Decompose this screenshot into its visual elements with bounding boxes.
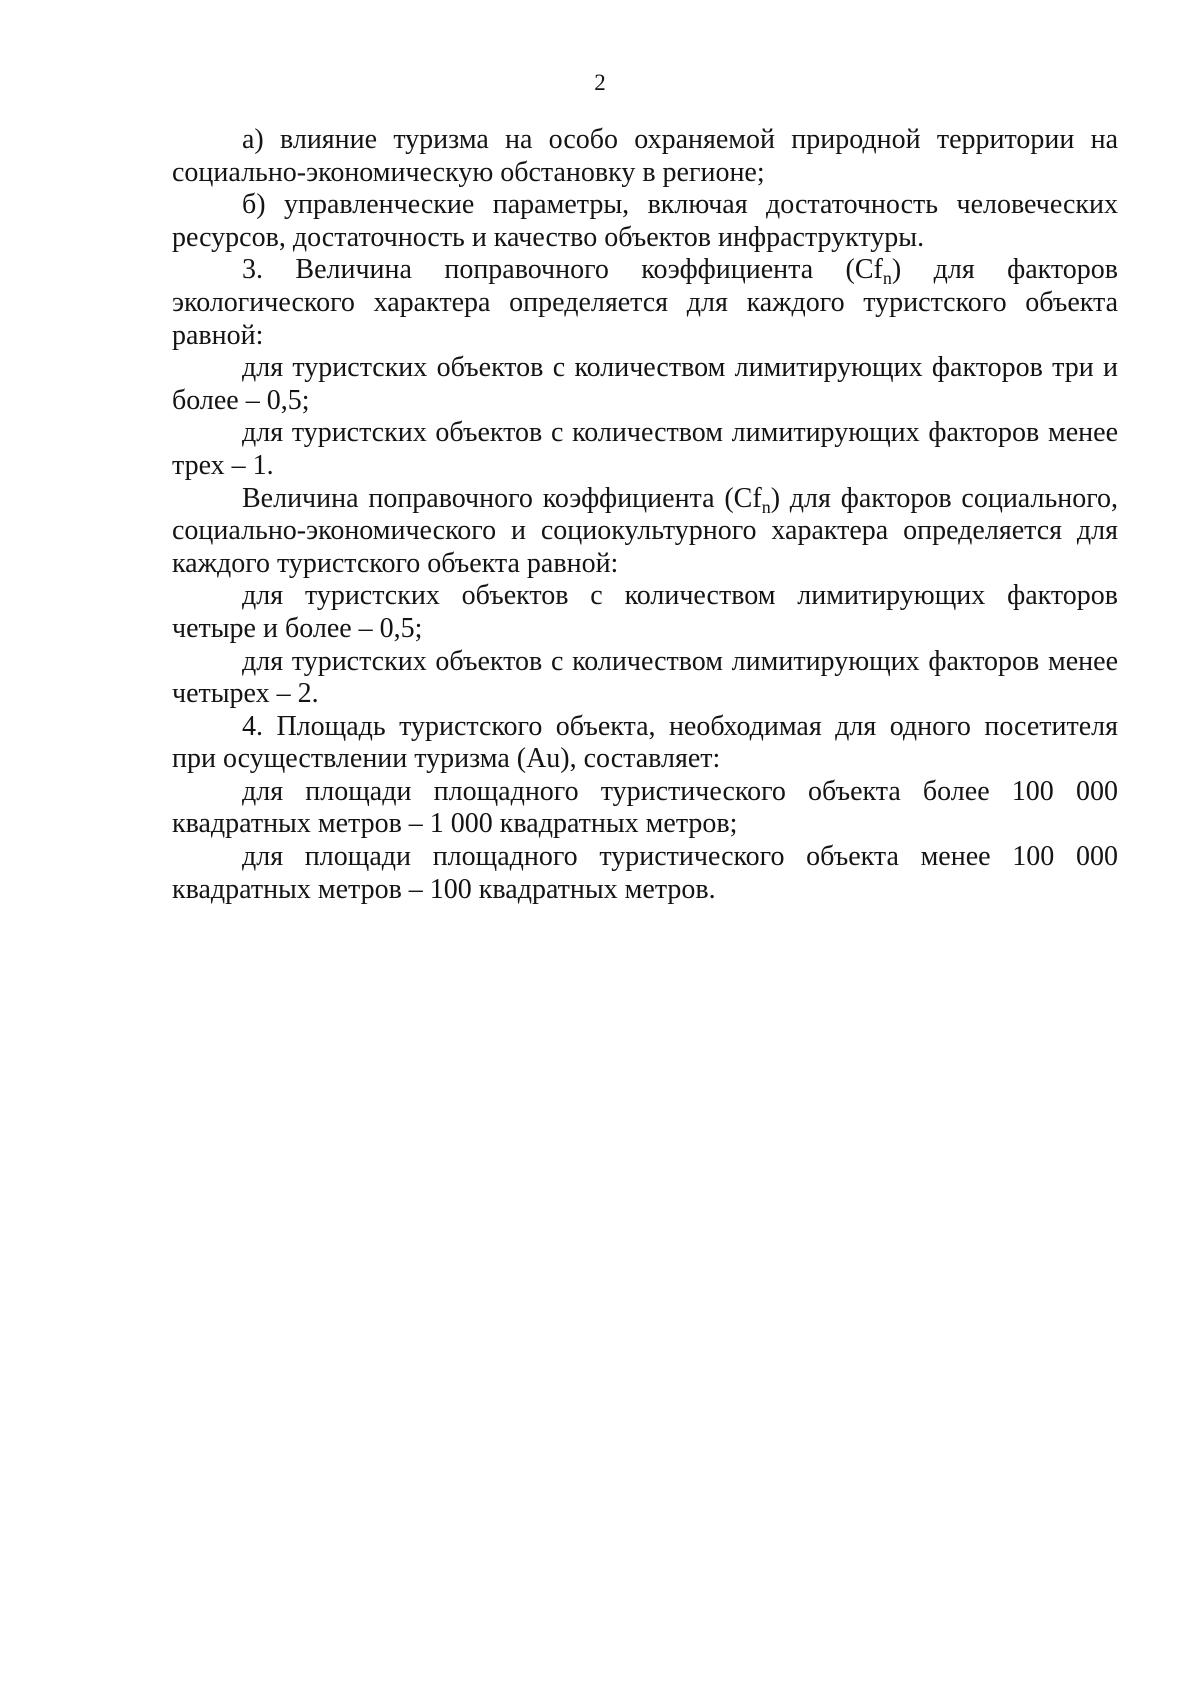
paragraph-area-more-than-100000: для площади площадного туристического объекта более 100 000 квадратных метров – 1 000 квадратных метров;: [172, 775, 1118, 840]
paragraph-less-than-four-factors: для туристских объектов с количеством лимитирующих факторов менее четырех – 2.: [172, 645, 1118, 710]
paragraph-3-text-before: 3. Величина поправочного коэффициента (Cf: [242, 254, 883, 286]
paragraph-three-or-more-factors: для туристских объектов с количеством лимитирующих факторов три и более – 0,5;: [172, 352, 1118, 416]
paragraph-3-text-after: ) для факторов экологического характера определяется для каждого туристского объекта равной:: [172, 254, 1118, 351]
coefficient-subscript: n: [761, 496, 771, 517]
paragraph-area-less-than-100000: для площади площадного туристического объекта менее 100 000 квадратных метров – 100 квадратных метров.: [172, 841, 1118, 905]
page-number: 2: [594, 70, 606, 95]
paragraph-b-management-parameters: б) управленческие параметры, включая достаточность человеческих ресурсов, достаточность и качество объектов инфраструктуры.: [172, 189, 1118, 253]
paragraph-3-ecological-coefficient: [172, 254, 1118, 352]
paragraph-less-than-three-factors: для туристских объектов с количеством лимитирующих факторов менее трех – 1.: [172, 417, 1118, 481]
paragraph-4-visitor-area: 4. Площадь туристского объекта, необходимая для одного посетителя при осуществлении туризма (Au), составляет:: [172, 710, 1118, 775]
paragraph-four-or-more-factors: для туристских объектов с количеством лимитирующих факторов четыре и более – 0,5;: [172, 580, 1118, 644]
paragraph-a-tourism-influence: а) влияние туризма на особо охраняемой природной территории на социально-экономическую обстановку в регионе;: [172, 124, 1118, 188]
coefficient-subscript: n: [882, 268, 892, 289]
social-coefficient-text-before: Величина поправочного коэффициента (Cf: [242, 482, 762, 514]
document-body: [172, 124, 1118, 906]
social-coefficient-text-after: ) для факторов социального, социально-экономического и социокультурного характера определяется для каждого туристского объекта равной:: [172, 482, 1118, 579]
paragraph-social-coefficient: [172, 483, 1118, 581]
